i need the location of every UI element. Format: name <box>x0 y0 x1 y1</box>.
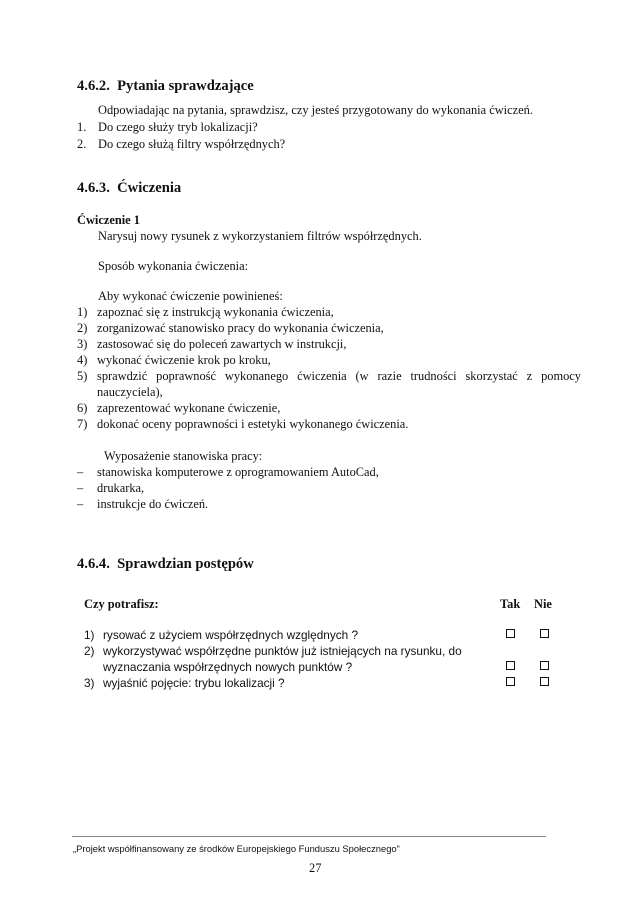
check-item-3-yes-checkbox[interactable] <box>506 677 515 686</box>
equipment-3-text: instrukcje do ćwiczeń. <box>97 497 209 511</box>
question-2-number: 2. <box>77 137 87 151</box>
step-2-number: 2) <box>77 321 88 335</box>
question-1-text: Do czego służy tryb lokalizacji? <box>98 120 258 134</box>
step-5-continuation: nauczyciela), <box>97 385 163 399</box>
equipment-3-dash: – <box>77 497 84 511</box>
footer-project-note: „Projekt współfinansowany ze środków Europejskiego Funduszu Społecznego” <box>73 843 400 854</box>
method-label: Sposób wykonania ćwiczenia: <box>98 259 249 273</box>
check-item-1-yes-checkbox[interactable] <box>506 629 515 638</box>
step-4-number: 4) <box>77 353 88 367</box>
equipment-2-text: drukarka, <box>97 481 145 495</box>
step-5-number: 5) <box>77 369 88 383</box>
check-item-2-number: 2) <box>84 644 95 658</box>
step-1-text: zapoznać się z instrukcją wykonania ćwiczenia, <box>97 305 334 319</box>
check-item-2-continuation: wyznaczania współrzędnych nowych punktów ? <box>103 660 353 674</box>
check-item-1-number: 1) <box>84 628 95 642</box>
step-6-number: 6) <box>77 401 88 415</box>
step-1-number: 1) <box>77 305 88 319</box>
step-5-text: sprawdzić poprawność wykonanego ćwiczenia (w razie trudności skorzystać z pomocy <box>97 369 581 383</box>
column-yes-label: Tak <box>500 597 521 611</box>
exercise-title: Ćwiczenie 1 <box>77 213 140 227</box>
steps-intro: Aby wykonać ćwiczenie powinieneś: <box>98 289 283 303</box>
checklist-header-label: Czy potrafisz: <box>84 597 159 611</box>
step-3-number: 3) <box>77 337 88 351</box>
check-item-2-text: wykorzystywać współrzędne punktów już istniejących na rysunku, do <box>103 644 462 658</box>
column-no-label: Nie <box>534 597 552 611</box>
footer-rule <box>72 836 546 837</box>
step-2-text: zorganizować stanowisko pracy do wykonania ćwiczenia, <box>97 321 384 335</box>
equipment-label: Wyposażenie stanowiska pracy: <box>104 449 263 463</box>
section-462-title: 4.6.2. Pytania sprawdzające <box>77 78 254 94</box>
check-item-3-text: wyjaśnić pojęcie: trybu lokalizacji ? <box>103 676 285 690</box>
step-7-text: dokonać oceny poprawności i estetyki wykonanego ćwiczenia. <box>97 417 409 431</box>
section-464-title: 4.6.4. Sprawdzian postępów <box>77 556 254 572</box>
page-number: 27 <box>309 861 322 875</box>
equipment-2-dash: – <box>77 481 84 495</box>
section-462-intro: Odpowiadając na pytania, sprawdzisz, czy jesteś przygotowany do wykonania ćwiczeń. <box>98 103 533 117</box>
check-item-3-no-checkbox[interactable] <box>540 677 549 686</box>
check-item-2-no-checkbox[interactable] <box>540 661 549 670</box>
step-3-text: zastosować się do poleceń zawartych w instrukcji, <box>97 337 347 351</box>
check-item-2-yes-checkbox[interactable] <box>506 661 515 670</box>
check-item-1-text: rysować z użyciem współrzędnych względnych ? <box>103 628 359 642</box>
question-1-number: 1. <box>77 120 87 134</box>
check-item-1-no-checkbox[interactable] <box>540 629 549 638</box>
step-7-number: 7) <box>77 417 88 431</box>
step-6-text: zaprezentować wykonane ćwiczenie, <box>97 401 281 415</box>
section-463-title: 4.6.3. Ćwiczenia <box>77 180 182 196</box>
check-item-3-number: 3) <box>84 676 95 690</box>
question-2-text: Do czego służą filtry współrzędnych? <box>98 137 286 151</box>
step-4-text: wykonać ćwiczenie krok po kroku, <box>97 353 271 367</box>
equipment-1-text: stanowiska komputerowe z oprogramowaniem AutoCad, <box>97 465 379 479</box>
exercise-task: Narysuj nowy rysunek z wykorzystaniem filtrów współrzędnych. <box>98 229 422 243</box>
equipment-1-dash: – <box>77 465 84 479</box>
